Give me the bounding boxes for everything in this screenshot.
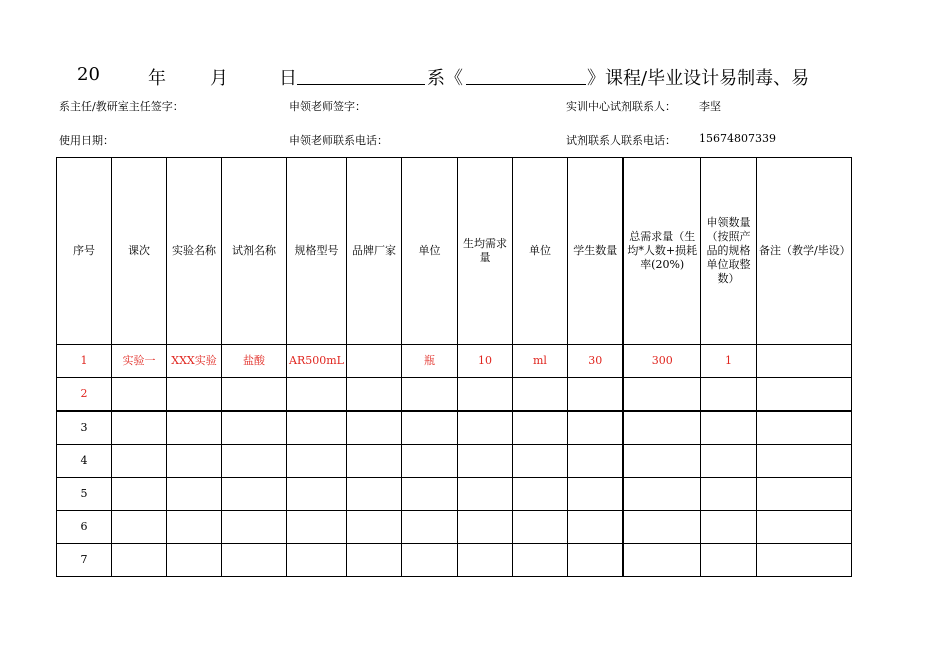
table-cell: 5 xyxy=(57,478,112,511)
table-cell xyxy=(700,544,756,577)
table-row xyxy=(57,445,852,478)
table-cell xyxy=(512,478,567,511)
table-cell xyxy=(112,478,167,511)
table-cell xyxy=(512,411,567,445)
table-cell xyxy=(700,378,756,412)
header-cell: 申领数量（按照产品的规格单位取整数） xyxy=(700,158,756,345)
table-cell xyxy=(512,378,567,412)
title-year-prefix: 20 xyxy=(77,64,100,85)
table-cell xyxy=(167,544,222,577)
table-cell xyxy=(401,411,457,445)
table-cell xyxy=(457,544,512,577)
table-cell xyxy=(287,411,347,445)
table-cell: 6 xyxy=(57,511,112,544)
table-cell xyxy=(167,445,222,478)
table-cell xyxy=(700,445,756,478)
table-cell xyxy=(401,544,457,577)
table-cell xyxy=(756,544,851,577)
table-cell xyxy=(346,345,401,378)
header-cell: 课次 xyxy=(112,158,167,345)
table-cell xyxy=(756,511,851,544)
table-cell xyxy=(346,544,401,577)
header-cell: 生均需求量 xyxy=(457,158,512,345)
table-cell xyxy=(167,478,222,511)
table-cell xyxy=(457,411,512,445)
table-cell: 300 xyxy=(623,345,700,378)
table-cell xyxy=(623,511,700,544)
table-cell xyxy=(222,378,287,412)
table-cell xyxy=(512,445,567,478)
contact-phone-label: 试剂联系人联系电话： xyxy=(566,134,676,147)
title-year-label: 年 xyxy=(148,68,166,89)
table-cell xyxy=(167,378,222,412)
table-cell: 实验一 xyxy=(112,345,167,378)
table-cell xyxy=(401,511,457,544)
table-row xyxy=(57,478,852,511)
table-cell: 1 xyxy=(700,345,756,378)
table-cell xyxy=(346,378,401,412)
reagent-table xyxy=(56,157,852,577)
table-row xyxy=(57,378,852,412)
table-row xyxy=(57,544,852,577)
table-cell xyxy=(222,445,287,478)
table-cell xyxy=(287,478,347,511)
table-cell xyxy=(567,478,623,511)
table-cell xyxy=(512,544,567,577)
table-cell: XXX实验 xyxy=(167,345,222,378)
director-sign-label: 系主任/教研室主任签字： xyxy=(59,100,184,113)
table-cell xyxy=(457,445,512,478)
table-cell: ml xyxy=(512,345,567,378)
table-cell: 1 xyxy=(57,345,112,378)
title-day-label: 日 xyxy=(279,68,297,89)
table-row xyxy=(57,511,852,544)
table-cell xyxy=(512,511,567,544)
table-cell xyxy=(567,511,623,544)
title-course-label: 》课程/毕业设计易制毒、易 xyxy=(587,68,810,89)
table-cell xyxy=(567,411,623,445)
table-cell xyxy=(401,478,457,511)
table-cell: AR500mL xyxy=(287,345,347,378)
header-cell: 品牌厂家 xyxy=(346,158,401,345)
table-cell: 瓶 xyxy=(401,345,457,378)
table-cell xyxy=(112,378,167,412)
table-cell xyxy=(756,411,851,445)
table-cell xyxy=(112,544,167,577)
table-cell xyxy=(700,511,756,544)
table-cell: 4 xyxy=(57,445,112,478)
header-cell: 备注（教学/毕设） xyxy=(756,158,851,345)
table-cell xyxy=(756,445,851,478)
header-cell: 规格型号 xyxy=(287,158,347,345)
table-cell xyxy=(222,411,287,445)
use-date-label: 使用日期： xyxy=(59,134,114,147)
table-cell xyxy=(700,411,756,445)
table-cell xyxy=(623,378,700,412)
table-cell xyxy=(346,511,401,544)
table-row xyxy=(57,345,852,378)
header-cell: 实验名称 xyxy=(167,158,222,345)
table-cell xyxy=(346,411,401,445)
table-cell xyxy=(222,544,287,577)
table-cell xyxy=(623,445,700,478)
table-cell xyxy=(112,445,167,478)
center-contact-label: 实训中心试剂联系人： xyxy=(566,100,676,113)
table-cell xyxy=(287,445,347,478)
center-contact-name: 李坚 xyxy=(699,100,721,113)
header-cell: 序号 xyxy=(57,158,112,345)
teacher-phone-label: 申领老师联系电话： xyxy=(289,134,388,147)
header-cell: 总需求量（生均*人数+损耗率(20%) xyxy=(623,158,700,345)
table-cell: 2 xyxy=(57,378,112,412)
table-cell xyxy=(167,411,222,445)
teacher-sign-label: 申领老师签字： xyxy=(289,100,366,113)
table-cell: 7 xyxy=(57,544,112,577)
header-cell: 单位 xyxy=(512,158,567,345)
table-cell xyxy=(222,478,287,511)
table-cell xyxy=(401,445,457,478)
table-cell xyxy=(567,544,623,577)
table-cell xyxy=(222,511,287,544)
table-row xyxy=(57,411,852,445)
course-blank-line xyxy=(466,84,586,85)
table-cell xyxy=(623,544,700,577)
table-cell xyxy=(457,378,512,412)
title-month-label: 月 xyxy=(210,68,228,89)
table-cell xyxy=(756,378,851,412)
header-cell: 单位 xyxy=(401,158,457,345)
title-dept-label: 系《 xyxy=(427,68,463,89)
dept-blank-line xyxy=(297,84,425,85)
header-cell: 试剂名称 xyxy=(222,158,287,345)
table-cell: 30 xyxy=(567,345,623,378)
table-cell xyxy=(287,511,347,544)
table-cell: 3 xyxy=(57,411,112,445)
table-header-row xyxy=(57,158,852,345)
table-cell xyxy=(567,445,623,478)
table-cell xyxy=(346,445,401,478)
table-cell xyxy=(756,478,851,511)
table-cell xyxy=(567,378,623,412)
table-cell xyxy=(287,544,347,577)
table-cell xyxy=(457,478,512,511)
table-cell xyxy=(401,378,457,412)
table-cell xyxy=(287,378,347,412)
table-cell: 10 xyxy=(457,345,512,378)
table-cell xyxy=(623,478,700,511)
table-cell xyxy=(457,511,512,544)
table-cell xyxy=(112,411,167,445)
form-title xyxy=(0,62,936,90)
table-cell xyxy=(756,345,851,378)
header-cell: 学生数量 xyxy=(567,158,623,345)
table-cell xyxy=(167,511,222,544)
table-cell xyxy=(346,478,401,511)
contact-phone-value: 15674807339 xyxy=(699,132,776,145)
table-cell xyxy=(623,411,700,445)
table-cell xyxy=(112,511,167,544)
table-cell xyxy=(700,478,756,511)
table-cell: 盐酸 xyxy=(222,345,287,378)
